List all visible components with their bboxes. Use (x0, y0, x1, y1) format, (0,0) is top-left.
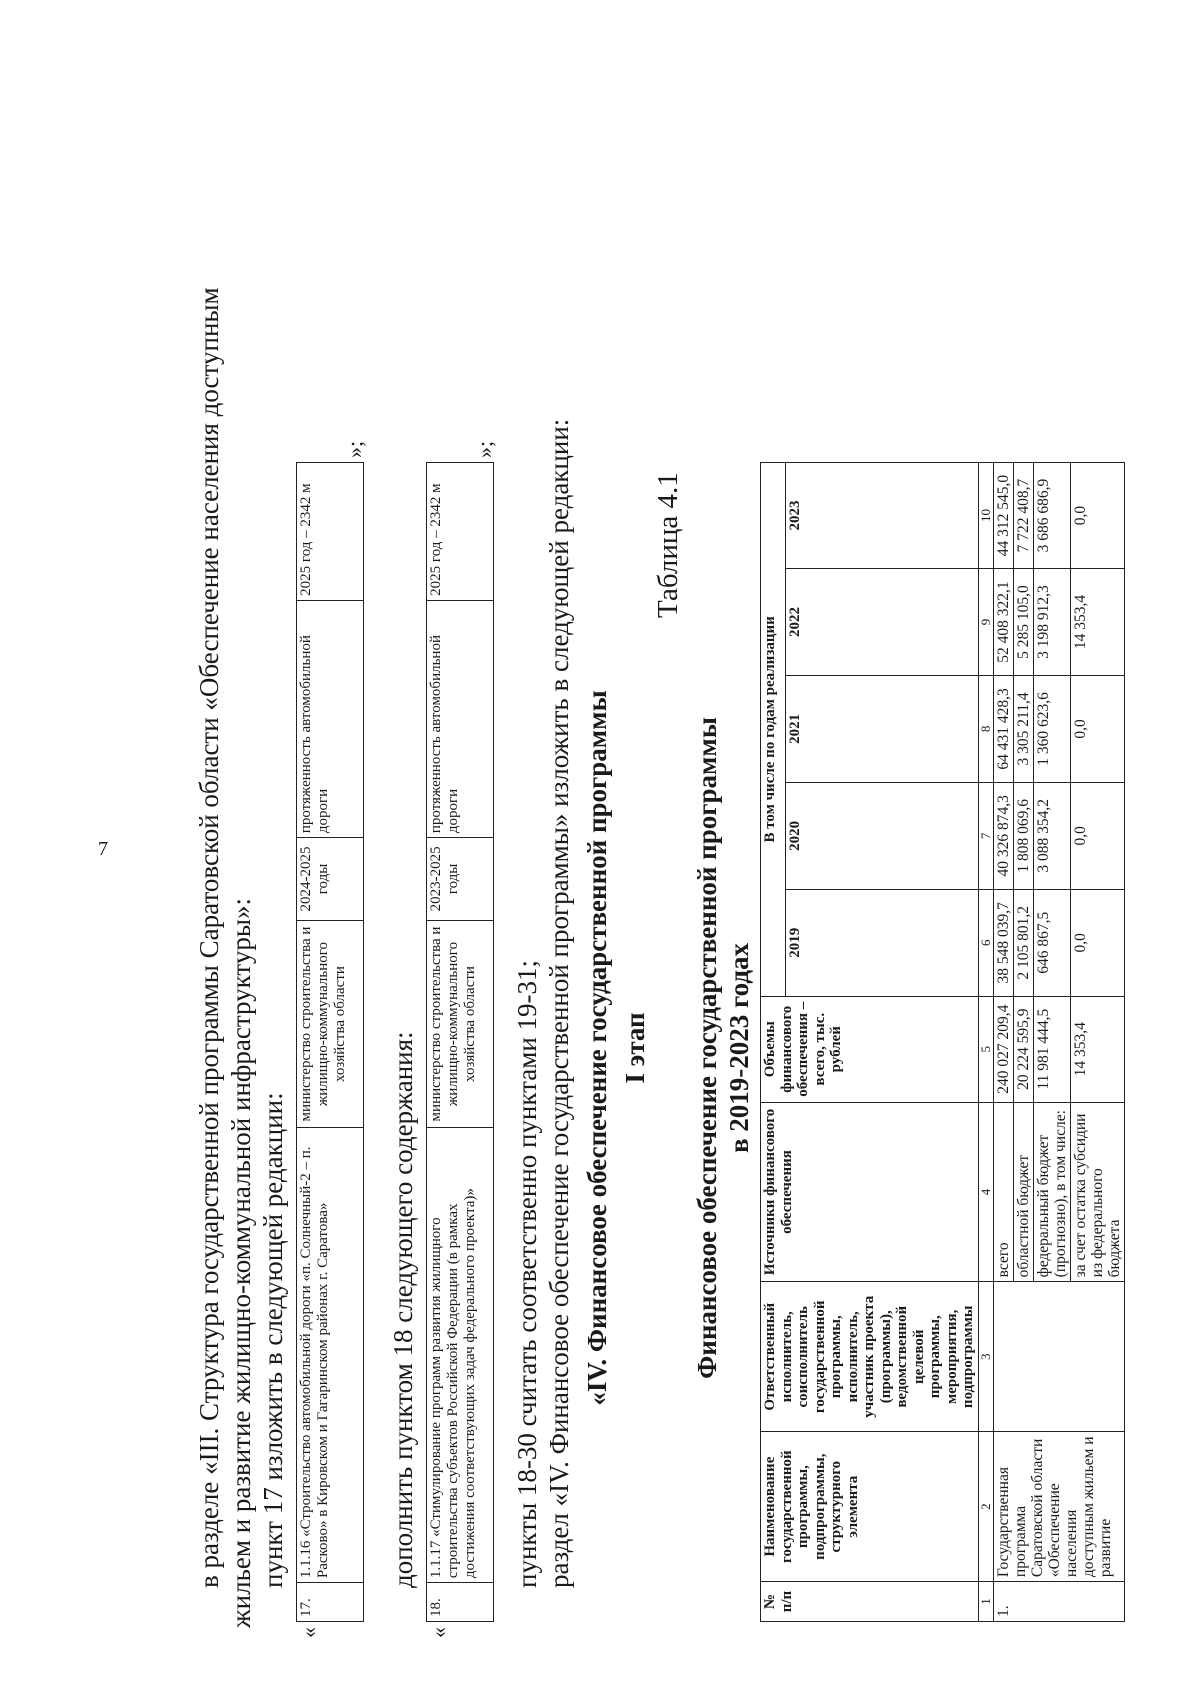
value-cell: 3 686 686,9 (1033, 463, 1070, 569)
header-year: 2023 (786, 463, 978, 569)
row17-period: 2024-2025 годы (297, 838, 364, 921)
header-name: Наименование государственной программы, подпрограммы, структурного элемента (761, 1432, 979, 1582)
header-year: 2021 (786, 675, 978, 782)
value-cell: 2 105 801,2 (1013, 889, 1033, 996)
header-source: Источники финансового обеспечения (761, 1102, 979, 1282)
header-year: 2022 (786, 569, 978, 676)
row18-name: 1.1.17 «Стимулирование программ развития жилищного строительства субъектов Российской Федерации (в рамках достижения соответствующих задач федерального проекта)» (427, 1128, 494, 1583)
table-row (427, 463, 494, 1622)
row17-table (296, 462, 364, 1622)
section-instruction: раздел «IV. Финансовое обеспечение государственной программы» изложить в следующей редакции: (544, 418, 574, 1588)
intro-line-2: жильем и развитие жилищно-коммунальной инфраструктуры»: (226, 898, 256, 1628)
value-cell: 64 431 428,3 (993, 675, 1013, 782)
column-number-row (978, 463, 993, 1622)
stage-title: I этап (620, 1012, 650, 1084)
value-cell: 14 353,4 (1070, 996, 1124, 1102)
rotated-document-content (120, 68, 1124, 1638)
value-cell: 20 224 595,9 (1013, 996, 1033, 1102)
col-number: 6 (978, 889, 993, 996)
value-cell: 5 285 105,0 (1013, 569, 1033, 676)
col-number: 8 (978, 675, 993, 782)
row18-num: 18. (427, 1583, 494, 1622)
value-cell: 0,0 (1070, 675, 1124, 782)
row17-name: 1.1.16 «Строительство автомобильной дороги «п. Солнечный-2 – п. Расково» в Кировском и Гагаринском районах г. Саратова» (297, 1128, 364, 1583)
col-number: 1 (978, 1582, 993, 1622)
row18-period: 2023-2025 годы (427, 838, 494, 921)
value-cell: 44 312 545,0 (993, 463, 1013, 569)
close-quote-18: »; (472, 440, 497, 458)
row17-indicator: протяженность автомобильной дороги (297, 600, 364, 837)
col-number: 3 (978, 1282, 993, 1432)
value-cell: 0,0 (1070, 889, 1124, 996)
value-cell: 0,0 (1070, 782, 1124, 889)
col-number: 9 (978, 569, 993, 676)
value-cell: 11 981 444,5 (1033, 996, 1070, 1102)
value-cell: 240 027 209,4 (993, 996, 1013, 1102)
source-cell: федеральный бюджет (прогнозно), в том числе: (1033, 1102, 1070, 1282)
intro-line-1: в разделе «III. Структура государственной программы Саратовской области «Обеспечение населения доступным (194, 287, 224, 1588)
header-volume: Объемы финансового обеспечения – всего, тыс. рублей (761, 996, 979, 1102)
value-cell: 52 408 322,1 (993, 569, 1013, 676)
header-year: 2019 (786, 889, 978, 996)
header-year: 2020 (786, 782, 978, 889)
table-row (993, 463, 1013, 1622)
row1-name: Государственная программа Саратовской области «Обеспечение населения доступным жильем и развитие (993, 1432, 1124, 1582)
row17-num: 17. (297, 1583, 364, 1622)
financing-table (760, 462, 1125, 1622)
fin-title-line1: Финансовое обеспечение государственной программы (692, 717, 722, 1379)
source-cell: всего (993, 1102, 1013, 1282)
open-quote-17: « (296, 1627, 321, 1638)
value-cell: 38 548 039,7 (993, 889, 1013, 996)
header-executor: Ответственный исполнитель, соисполнитель государственной программы, исполнитель, участник проекта (программы), ведомственной целевой программы, мероприятия, подпрограммы (761, 1282, 979, 1432)
header-by-years: В том числе по годам реализации (761, 463, 786, 997)
value-cell: 1 808 069,6 (1013, 782, 1033, 889)
source-cell: областной бюджет (1013, 1102, 1033, 1282)
value-cell: 3 305 211,4 (1013, 675, 1033, 782)
value-cell: 14 353,4 (1070, 569, 1124, 676)
row17-value: 2025 год – 2342 м (297, 463, 364, 601)
col-number: 7 (978, 782, 993, 889)
value-cell: 0,0 (1070, 463, 1124, 569)
table-label: Таблица 4.1 (652, 472, 684, 618)
row18-table (426, 462, 494, 1622)
col-number: 10 (978, 463, 993, 569)
item17-instruction: пункт 17 изложить в следующей редакции: (258, 1092, 288, 1588)
row1-executor (993, 1282, 1124, 1432)
header-num: № п/п (761, 1582, 979, 1622)
col-number: 4 (978, 1102, 993, 1282)
open-quote-18: « (426, 1627, 451, 1638)
value-cell: 7 722 408,7 (1013, 463, 1033, 569)
value-cell: 646 867,5 (1033, 889, 1070, 996)
page-number: 7 (98, 838, 108, 860)
close-quote-17: »; (342, 440, 367, 458)
source-cell: за счет остатка субсидии из федерального бюджета (1070, 1102, 1124, 1282)
value-cell: 3 198 912,3 (1033, 569, 1070, 676)
row1-num: 1. (993, 1582, 1124, 1622)
value-cell: 1 360 623,6 (1033, 675, 1070, 782)
row18-indicator: протяженность автомобильной дороги (427, 600, 494, 837)
supplement-instruction: дополнить пунктом 18 следующего содержания: (388, 1031, 418, 1588)
fin-title-line2: в 2019-2023 годах (724, 942, 754, 1154)
row17-executor: министерство строительства и жилищно-коммунального хозяйства области (297, 920, 364, 1128)
col-number: 5 (978, 996, 993, 1102)
row18-value: 2025 год – 2342 м (427, 463, 494, 601)
section-title: «IV. Финансовое обеспечение государственной программы (582, 690, 612, 1406)
table-row (297, 463, 364, 1622)
value-cell: 3 088 354,2 (1033, 782, 1070, 889)
value-cell: 40 326 874,3 (993, 782, 1013, 889)
row18-executor: министерство строительства и жилищно-коммунального хозяйства области (427, 920, 494, 1128)
col-number: 2 (978, 1432, 993, 1582)
renumber-instruction: пункты 18-30 считать соответственно пунктами 19-31; (512, 959, 542, 1588)
